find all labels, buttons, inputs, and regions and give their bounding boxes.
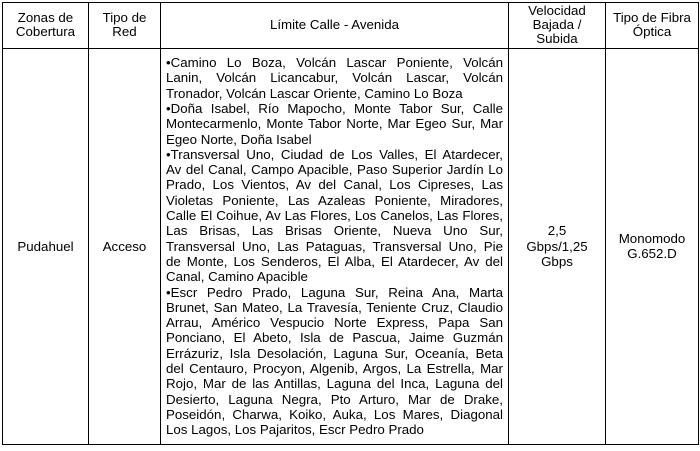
street-list-line: Los Lagos, Los Pajaritos, Escr Pedro Prado [166, 422, 424, 438]
street-list-paragraph [166, 285, 503, 438]
street-list-line: Ponciano, El Abeto, Isla de Pascua, Jaime Guzmán [166, 330, 503, 346]
table-header-row [3, 3, 699, 49]
street-list-line: Prado, Los Vientos, Av del Canal, Los Cipreses, Las [166, 177, 503, 193]
text-line: Velocidad [528, 3, 586, 18]
street-list-line: Arrau, Américo Vespucio Norte Express, Papa San [166, 315, 503, 331]
text-line: Gbps/1,25 [526, 238, 588, 254]
header-zonas-de-cobertura [3, 3, 89, 49]
cell-velocidad [509, 48, 606, 444]
text-line: 2,5 [547, 223, 567, 239]
street-list-line: Rojo, Mar de las Antillas, Laguna del Inca, Laguna del [166, 376, 503, 392]
coverage-table [2, 2, 699, 445]
cell-tipo-fibra [606, 48, 699, 444]
cell-zona-cobertura: Pudahuel [3, 48, 89, 444]
cell-limite-calle-avenida [161, 48, 509, 444]
street-list-line: Montecarmenlo, Monte Tabor Norte, Mar Egeo Sur, Mar [166, 116, 503, 132]
street-list-line: Violetas Poniente, Las Azaleas Poniente, Miradores, [166, 192, 503, 208]
street-list-line: Poseidón, Charwa, Koiko, Auka, Los Mares, Diagonal [166, 406, 503, 422]
text-line: Bajada / [532, 17, 582, 33]
street-list-line: •Camino Lo Boza, Volcán Lascar Poniente, Volcán [166, 55, 503, 71]
text-line: Monomodo [618, 231, 686, 246]
street-list-paragraph [166, 55, 503, 101]
text-line: G.652.D [627, 246, 677, 262]
header-tipo-de-red [89, 3, 161, 49]
street-list-line: •Doña Isabel, Río Mapocho, Monte Tabor Sur, Calle [166, 100, 503, 116]
street-list-line: Egeo Norte, Doña Isabel [166, 131, 312, 147]
table-data-row [3, 48, 699, 444]
header-tipo-de-fibra-optica [606, 3, 699, 49]
text-line: Red [112, 24, 137, 40]
text-line: Gbps [541, 253, 573, 269]
text-line: Zonas de [17, 10, 74, 26]
street-list-paragraph [166, 147, 503, 285]
street-list-line: •Transversal Uno, Ciudad de Los Valles, El Atardecer, [166, 146, 503, 162]
text-line: Cobertura [15, 24, 76, 40]
text-line: Óptica [632, 24, 672, 40]
street-list-line: Las Brisas, Las Brisas Oriente, Nueva Uno Sur, [166, 223, 503, 239]
street-list-line: Av del Canal, Campo Apacible, Paso Superior Jardín Lo [166, 162, 503, 178]
street-list-line: Lanin, Volcán Licancabur, Volcán Lascar, Volcán [166, 70, 503, 86]
header-velocidad-bajada-subida [509, 3, 606, 49]
street-list-paragraph [166, 101, 503, 147]
street-list-line: Tronador, Volcán Lascar Oriente, Camino Lo Boza [166, 85, 463, 101]
text-line: Tipo de Fibra [613, 10, 691, 26]
street-list-line: de Monte, Los Senderos, El Alba, El Atardecer, Av del [166, 253, 503, 269]
street-list-line: Desierto, Laguna Negra, Pto Arturo, Mar de Drake, [166, 391, 503, 407]
street-list-line: Calle El Coihue, Av Las Flores, Los Canelos, Las Flores, [166, 208, 503, 224]
cell-tipo-red: Acceso [89, 48, 161, 444]
header-limite-calle-avenida [161, 3, 509, 49]
street-list-line: Errázuriz, Isla Desolación, Laguna Sur, Oceanía, Beta [166, 345, 503, 361]
street-list-line: del Centauro, Procyon, Algenib, Argos, La Estrella, Mar [166, 361, 503, 377]
text-line: Tipo de [102, 10, 147, 26]
street-list-line: Canal, Camino Apacible [166, 269, 308, 285]
street-list-line: Brunet, San Mateo, La Travesía, Teniente Cruz, Claudio [166, 299, 503, 315]
text-line: Límite Calle - Avenida [269, 17, 400, 33]
street-list-line: •Escr Pedro Prado, Laguna Sur, Reina Ana, Marta [166, 284, 503, 300]
street-list-line: Transversal Uno, Las Pataguas, Transversal Uno, Pie [166, 238, 503, 254]
text-line: Subida [536, 31, 578, 47]
